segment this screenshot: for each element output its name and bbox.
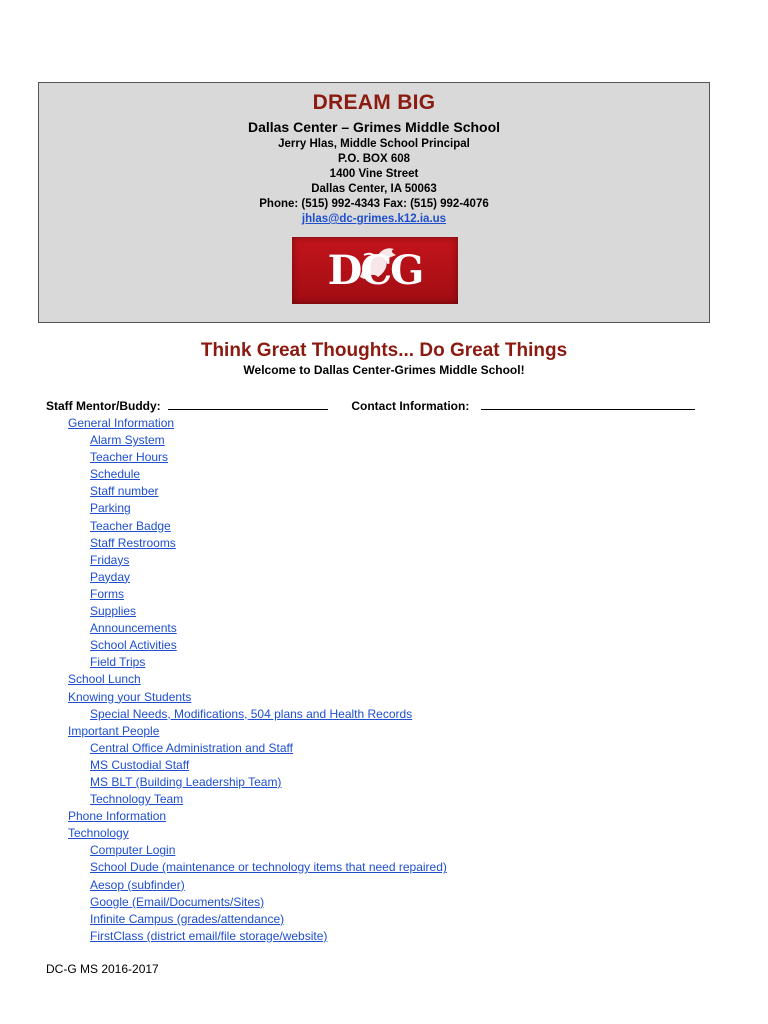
toc-item xyxy=(68,911,708,928)
motto-title: DREAM BIG xyxy=(312,91,436,114)
mentor-row xyxy=(46,398,726,413)
toc-link[interactable]: General Information xyxy=(68,416,175,430)
contact-blank-line[interactable] xyxy=(481,398,695,410)
toc-link[interactable]: Important People xyxy=(68,723,160,738)
toc-link[interactable]: MS BLT (Building Leadership Team) xyxy=(90,774,282,789)
toc-link[interactable]: Staff Restrooms xyxy=(90,535,176,550)
address-block xyxy=(39,137,709,227)
welcome-text: Welcome to Dallas Center-Grimes Middle School! xyxy=(243,363,525,377)
city-state-zip: Dallas Center, IA 50063 xyxy=(311,183,437,195)
toc-item xyxy=(68,432,708,449)
toc-item xyxy=(68,842,708,859)
toc-link[interactable]: Central Office Administration and Staff xyxy=(90,740,293,755)
toc-link[interactable]: FirstClass (district email/file storage/website) xyxy=(90,928,328,943)
toc-item xyxy=(68,757,708,774)
toc-item xyxy=(68,774,708,791)
toc-item xyxy=(68,449,708,466)
toc-item xyxy=(68,483,708,500)
toc-link[interactable]: Technology Team xyxy=(90,792,184,807)
principal-name: Jerry Hlas, Middle School Principal xyxy=(278,138,470,150)
toc-item xyxy=(68,877,708,894)
toc-item xyxy=(68,654,708,671)
toc-item xyxy=(68,723,708,740)
toc-item xyxy=(68,620,708,637)
street-address: 1400 Vine Street xyxy=(329,168,419,180)
toc-link[interactable]: School Lunch xyxy=(68,672,141,687)
toc-link[interactable]: Supplies xyxy=(90,604,137,619)
toc-item xyxy=(68,500,708,517)
header-box xyxy=(38,82,710,323)
footer-text: DC-G MS 2016-2017 xyxy=(46,962,159,976)
toc-link[interactable]: Announcements xyxy=(90,621,177,636)
toc-link[interactable]: Staff number xyxy=(90,484,159,499)
mentor-label: Staff Mentor/Buddy: xyxy=(46,399,161,413)
toc-link[interactable]: School Dude (maintenance or technology items that need repaired) xyxy=(90,860,447,875)
table-of-contents xyxy=(68,415,708,945)
toc-link[interactable]: Teacher Hours xyxy=(90,450,169,465)
mentor-blank-line[interactable] xyxy=(168,398,328,410)
toc-item xyxy=(68,859,708,876)
toc-item xyxy=(68,415,708,432)
toc-link[interactable]: Knowing your Students xyxy=(68,689,192,704)
school-logo xyxy=(292,237,458,304)
toc-item xyxy=(68,808,708,825)
contact-label: Contact Information: xyxy=(351,399,470,413)
toc-item xyxy=(68,706,708,723)
toc-item xyxy=(68,552,708,569)
toc-item xyxy=(68,586,708,603)
toc-item xyxy=(68,569,708,586)
toc-link[interactable]: Alarm System xyxy=(90,433,165,448)
toc-link[interactable]: Schedule xyxy=(90,467,141,482)
toc-link[interactable]: Parking xyxy=(90,501,131,516)
logo-lettering: DCG xyxy=(327,247,423,294)
toc-item xyxy=(68,637,708,654)
toc-item xyxy=(68,603,708,620)
toc-item xyxy=(68,466,708,483)
toc-link[interactable]: Forms xyxy=(90,586,124,601)
toc-link[interactable]: Payday xyxy=(90,569,131,584)
toc-item xyxy=(68,671,708,688)
toc-item xyxy=(68,825,708,842)
toc-item xyxy=(68,740,708,757)
toc-link[interactable]: Fridays xyxy=(90,552,130,567)
toc-item xyxy=(68,518,708,535)
toc-link[interactable]: Field Trips xyxy=(90,655,146,670)
toc-link[interactable]: Computer Login xyxy=(90,843,176,858)
toc-link[interactable]: Infinite Campus (grades/attendance) xyxy=(90,911,285,926)
toc-link[interactable]: Google (Email/Documents/Sites) xyxy=(90,894,265,909)
principal-email-link[interactable]: jhlas@dc-grimes.k12.ia.us xyxy=(301,213,447,225)
toc-link[interactable]: Phone Information xyxy=(68,809,167,824)
phone-fax: Phone: (515) 992-4343 Fax: (515) 992-4076 xyxy=(259,198,489,210)
toc-link[interactable]: Aesop (subfinder) xyxy=(90,877,185,892)
toc-link[interactable]: School Activities xyxy=(90,638,177,653)
school-name: Dallas Center – Grimes Middle School xyxy=(247,119,501,135)
tagline: Think Great Thoughts... Do Great Things xyxy=(200,340,568,361)
toc-link[interactable]: Teacher Badge xyxy=(90,518,171,533)
toc-item xyxy=(68,894,708,911)
toc-link[interactable]: Special Needs, Modifications, 504 plans and Health Records xyxy=(90,706,413,721)
po-box: P.O. BOX 608 xyxy=(337,153,411,165)
toc-item xyxy=(68,928,708,945)
toc-item xyxy=(68,535,708,552)
toc-item xyxy=(68,689,708,706)
toc-link[interactable]: Technology xyxy=(68,826,129,841)
toc-link[interactable]: MS Custodial Staff xyxy=(90,757,190,772)
toc-item xyxy=(68,791,708,808)
